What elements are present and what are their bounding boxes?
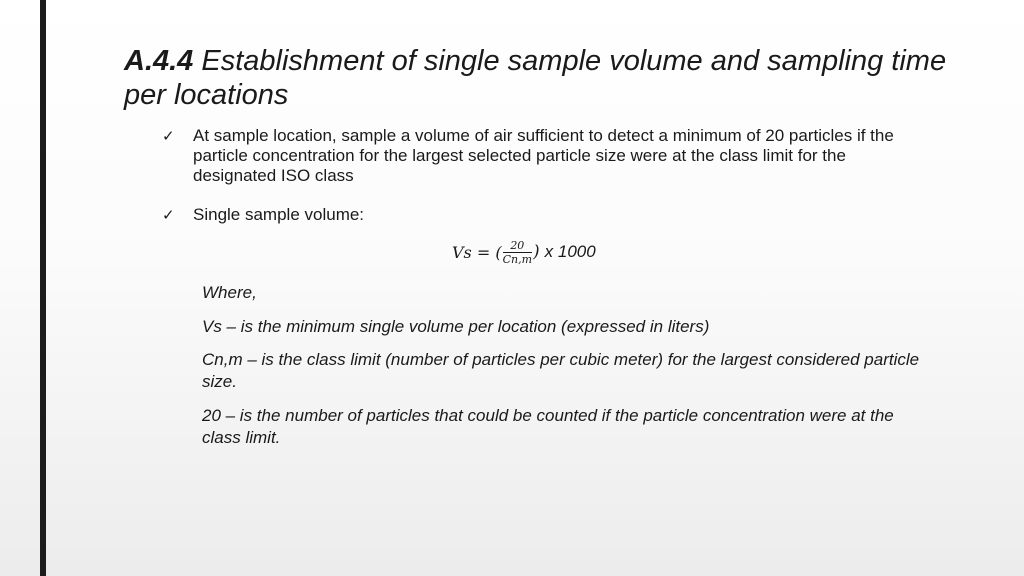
formula-multiplier: x 1000 <box>544 242 596 261</box>
checkmark-icon: ✓ <box>162 206 175 224</box>
sample-volume-formula <box>452 232 596 272</box>
title-text: Establishment of single sample volume and sampling time per locations <box>124 45 947 111</box>
definition-where: Where, <box>202 283 257 302</box>
slide-title <box>124 44 974 112</box>
formula-fraction <box>503 239 532 266</box>
checkmark-icon: ✓ <box>162 127 175 145</box>
bullet-item-sample-location <box>162 126 922 186</box>
bullet-item-single-sample-volume <box>162 205 922 225</box>
formula-denominator: Cn,m <box>502 252 533 266</box>
left-accent-bar <box>40 0 46 576</box>
definition-cnm: Cn,m – is the class limit (number of particles per cubic meter) for the largest considered particle size. <box>202 350 920 391</box>
title-section-number: A.4.4 <box>124 45 194 77</box>
bullet-text: Single sample volume: <box>193 205 365 224</box>
definition-vs: Vs – is the minimum single volume per location (expressed in liters) <box>202 317 710 336</box>
bullet-text: At sample location, sample a volume of air sufficient to detect a minimum of 20 particles if the particle concentration for the largest selected particle size were at the class limit for the designated ISO class <box>193 126 894 185</box>
formula-close-paren: ) <box>533 242 540 262</box>
definition-20: 20 – is the number of particles that could be counted if the particle concentration were at the class limit. <box>202 406 894 447</box>
formula-numerator: 20 <box>510 238 525 252</box>
formula-lhs: Vs = ( <box>452 242 502 262</box>
